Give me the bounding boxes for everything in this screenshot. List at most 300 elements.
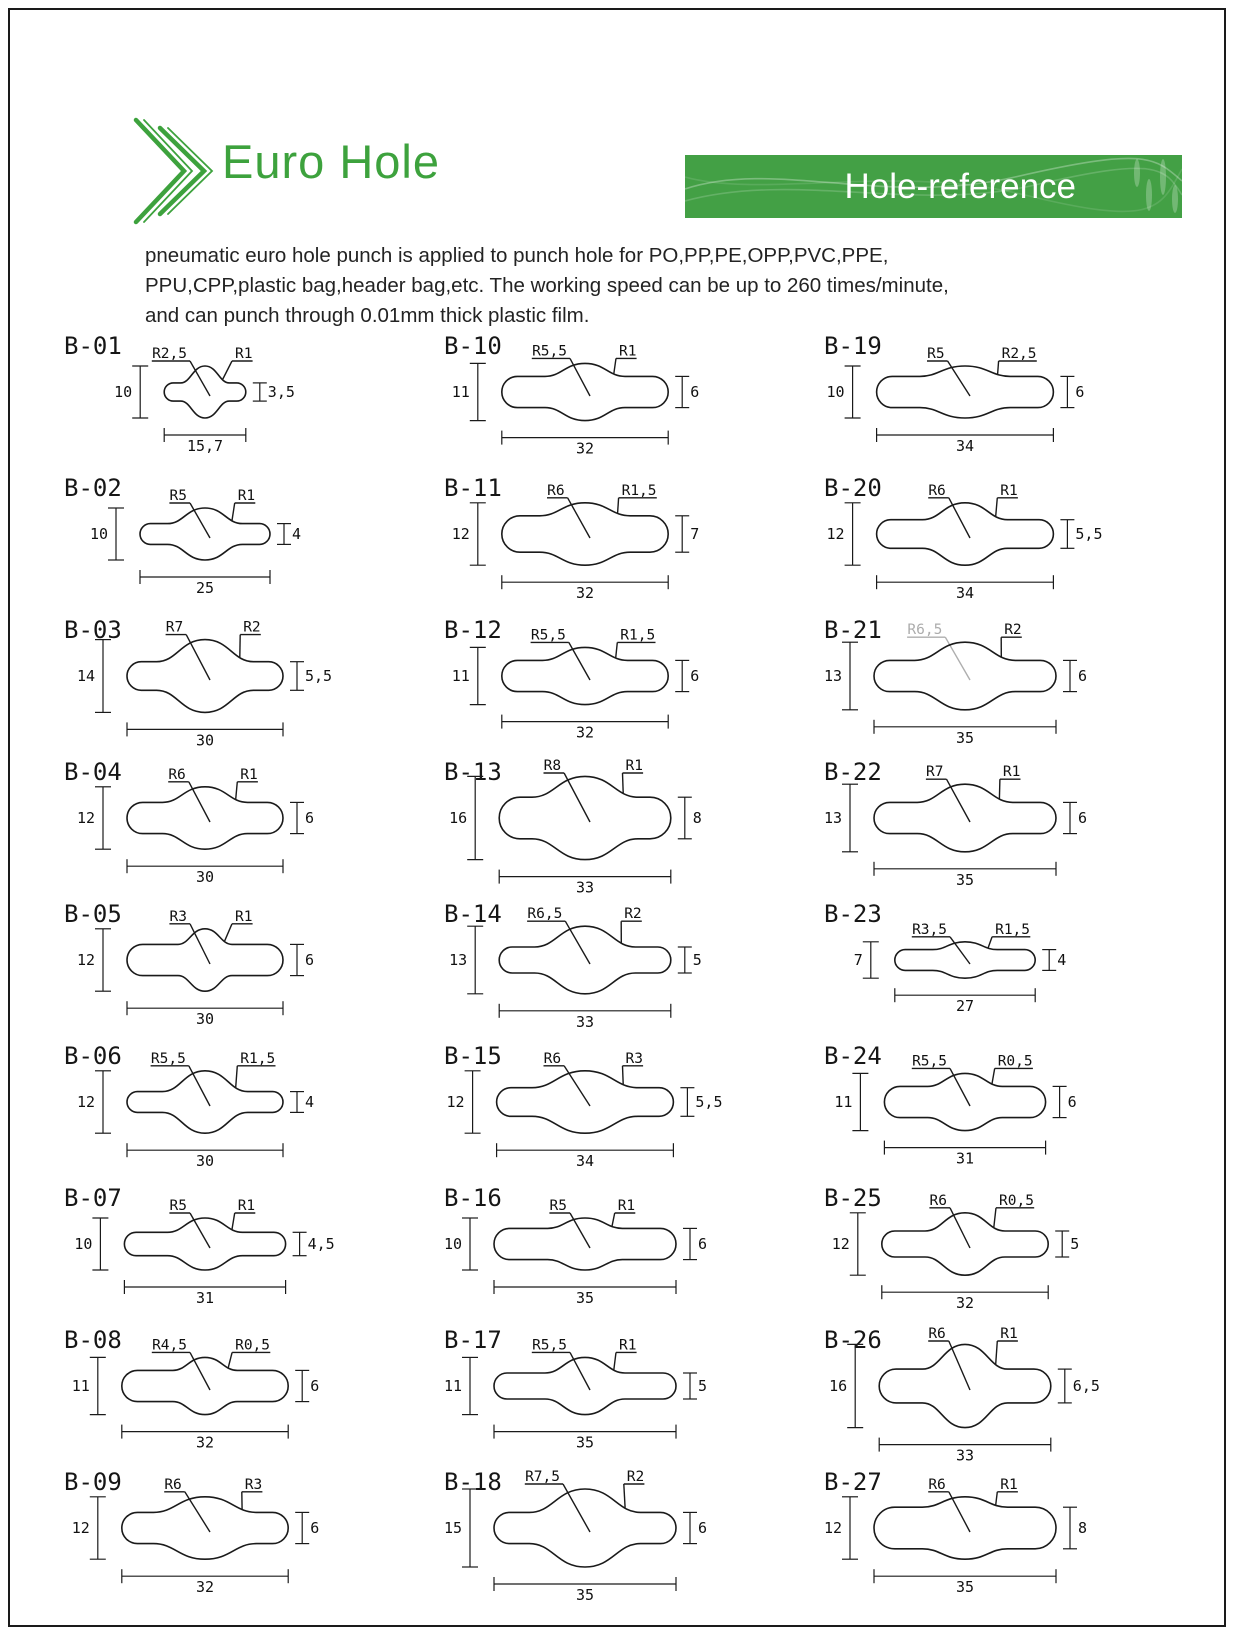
svg-text:32: 32 — [195, 1433, 215, 1452]
svg-text:R5,5: R5,5 — [532, 1337, 567, 1354]
svg-text:R5: R5 — [549, 1198, 567, 1214]
svg-text:R6: R6 — [168, 766, 186, 783]
hole-id: B-11 — [444, 474, 502, 502]
hole-id: B-15 — [444, 1042, 502, 1070]
svg-text:R3,5: R3,5 — [912, 921, 947, 938]
width-dimension — [877, 575, 1054, 602]
slot-dimension — [678, 797, 702, 839]
radius1-callout — [926, 764, 970, 822]
svg-text:R6,5: R6,5 — [527, 906, 563, 923]
hole-drawing — [790, 614, 1158, 754]
hole-diagram — [410, 472, 790, 614]
svg-text:R1: R1 — [1000, 482, 1018, 499]
svg-text:8: 8 — [1078, 1519, 1088, 1537]
width-dimension — [882, 1285, 1048, 1312]
hole-shape — [874, 642, 1056, 710]
radius2-callout — [623, 758, 644, 793]
hole-id: B-01 — [64, 332, 122, 360]
svg-text:5,5: 5,5 — [1075, 525, 1103, 543]
svg-text:14: 14 — [76, 667, 95, 685]
radius2-callout — [612, 1198, 635, 1226]
svg-text:12: 12 — [826, 525, 845, 543]
slot-dimension — [1060, 520, 1102, 549]
svg-text:6: 6 — [698, 1519, 708, 1537]
svg-text:R1: R1 — [617, 1198, 636, 1214]
radius1-callout — [929, 1193, 970, 1248]
svg-text:6: 6 — [1075, 383, 1085, 401]
hole-drawing — [790, 330, 1158, 470]
svg-text:4: 4 — [305, 1093, 315, 1111]
slot-dimension — [290, 662, 332, 691]
svg-text:R3: R3 — [244, 1476, 263, 1493]
svg-text:R1: R1 — [1002, 764, 1021, 781]
slot-dimension — [1053, 1086, 1077, 1117]
double-chevron-right-icon — [126, 116, 218, 226]
svg-text:R0,5: R0,5 — [997, 1053, 1033, 1070]
svg-text:12: 12 — [831, 1235, 850, 1253]
svg-text:R7: R7 — [165, 619, 184, 636]
hole-drawing — [410, 1324, 778, 1464]
svg-text:6: 6 — [1078, 667, 1088, 685]
hole-drawing — [790, 1182, 1158, 1322]
radius1-callout — [168, 767, 210, 822]
svg-text:R6: R6 — [928, 482, 946, 499]
hole-diagram — [790, 1040, 1175, 1182]
section-banner — [685, 155, 1182, 218]
hole-id: B-02 — [64, 474, 122, 502]
svg-text:5,5: 5,5 — [305, 667, 333, 685]
radius2-callout — [240, 620, 261, 658]
hole-shape — [122, 1357, 288, 1414]
radius1-callout — [549, 1198, 590, 1248]
height-dimension — [452, 503, 486, 565]
hole-shape — [499, 926, 671, 994]
svg-text:12: 12 — [76, 809, 95, 827]
slot-dimension — [675, 376, 699, 407]
hole-id: B-07 — [64, 1184, 122, 1212]
svg-text:16: 16 — [449, 809, 468, 827]
height-dimension — [447, 1071, 481, 1133]
hole-shape — [877, 503, 1054, 565]
radius1-callout — [928, 483, 970, 538]
svg-text:R2,5: R2,5 — [1001, 346, 1037, 362]
width-dimension — [140, 570, 270, 597]
hole-id: B-16 — [444, 1184, 502, 1212]
slot-dimension — [675, 660, 699, 691]
svg-text:R4,5: R4,5 — [152, 1337, 187, 1354]
hole-diagram — [410, 756, 790, 898]
hole-diagram — [790, 330, 1175, 472]
hole-shape — [127, 787, 283, 849]
svg-text:32: 32 — [195, 1578, 215, 1597]
radius1-callout — [151, 1051, 210, 1106]
hole-id: B-18 — [444, 1468, 502, 1496]
hole-shape — [494, 1489, 676, 1567]
hole-drawing — [30, 330, 398, 470]
width-dimension — [127, 859, 283, 886]
slot-dimension — [683, 1228, 707, 1259]
width-dimension — [164, 428, 246, 455]
hole-id: B-21 — [824, 616, 882, 644]
svg-text:R2: R2 — [1004, 622, 1022, 639]
radius1-callout — [912, 922, 970, 964]
height-dimension — [74, 1218, 108, 1270]
svg-text:11: 11 — [834, 1093, 853, 1111]
radius2-callout — [621, 906, 642, 943]
radius2-callout — [988, 922, 1030, 948]
hole-drawing — [790, 756, 1158, 896]
radius2-callout — [236, 767, 258, 800]
hole-diagram — [410, 330, 790, 472]
svg-text:6: 6 — [1067, 1093, 1077, 1111]
svg-text:32: 32 — [575, 723, 595, 742]
svg-text:30: 30 — [195, 1010, 215, 1029]
svg-text:R6: R6 — [928, 1476, 946, 1493]
svg-text:5: 5 — [698, 1377, 708, 1395]
intro-line: PPU,CPP,plastic bag,header bag,etc. The working speed can be up to 260 times/minute, — [145, 274, 949, 297]
height-dimension — [452, 647, 486, 704]
svg-text:30: 30 — [195, 868, 215, 887]
hole-drawing — [410, 898, 778, 1038]
svg-text:6: 6 — [310, 1377, 320, 1395]
hole-shape — [499, 776, 671, 859]
svg-text:6: 6 — [305, 809, 315, 827]
hole-id: B-09 — [64, 1468, 122, 1496]
height-dimension — [77, 1071, 111, 1133]
hole-drawing — [30, 898, 398, 1038]
svg-text:R6,5: R6,5 — [907, 622, 943, 639]
height-dimension — [444, 1357, 478, 1414]
svg-text:R1: R1 — [1000, 1476, 1018, 1493]
width-dimension — [494, 1577, 676, 1604]
hole-drawing — [790, 898, 1158, 1038]
hole-id: B-20 — [824, 474, 882, 502]
width-dimension — [874, 1569, 1056, 1596]
hole-shape — [494, 1357, 676, 1414]
hole-drawing — [410, 756, 778, 896]
hole-diagram — [30, 472, 410, 614]
hole-id: B-22 — [824, 758, 882, 786]
hole-id: B-19 — [824, 332, 882, 360]
svg-text:R6: R6 — [547, 482, 565, 499]
height-dimension — [449, 926, 483, 994]
hole-diagram — [30, 1182, 410, 1324]
hole-drawing — [410, 1040, 778, 1180]
hole-diagram — [410, 1040, 790, 1182]
svg-text:35: 35 — [575, 1289, 595, 1307]
hole-diagram — [30, 330, 410, 472]
hole-id: B-13 — [444, 758, 502, 786]
radius2-callout — [225, 909, 253, 942]
radius2-callout — [624, 1469, 645, 1508]
height-dimension — [824, 784, 858, 852]
svg-text:R5,5: R5,5 — [150, 1050, 186, 1067]
height-dimension — [77, 640, 111, 713]
svg-text:R6: R6 — [543, 1050, 562, 1067]
slot-dimension — [1063, 1507, 1087, 1549]
hole-shape — [884, 1073, 1045, 1130]
height-dimension — [832, 1213, 866, 1275]
radius2-callout — [236, 1051, 276, 1088]
hole-id: B-17 — [444, 1326, 502, 1354]
hole-id: B-25 — [824, 1184, 882, 1212]
hole-diagram — [410, 1466, 790, 1608]
hole-drawing — [410, 1466, 778, 1606]
hole-id: B-05 — [64, 900, 122, 928]
svg-text:R1,5: R1,5 — [995, 921, 1031, 938]
hole-shape — [127, 1071, 283, 1133]
svg-text:6: 6 — [690, 667, 700, 685]
hole-shape — [882, 1213, 1048, 1275]
hole-shape — [502, 363, 668, 420]
hole-diagram — [30, 898, 410, 1040]
slot-dimension — [295, 1512, 319, 1543]
svg-text:5: 5 — [1070, 1235, 1080, 1253]
svg-text:R0,5: R0,5 — [999, 1192, 1034, 1209]
svg-text:4,5: 4,5 — [307, 1235, 335, 1253]
svg-text:33: 33 — [575, 1012, 595, 1031]
hole-shape — [879, 1344, 1051, 1427]
slot-dimension — [1060, 376, 1084, 407]
width-dimension — [502, 575, 668, 602]
svg-text:R1: R1 — [619, 343, 637, 360]
radius1-callout — [164, 1477, 210, 1532]
hole-diagram — [30, 756, 410, 898]
width-dimension — [127, 1143, 283, 1170]
radius1-callout — [169, 909, 210, 964]
radius2-callout — [614, 1337, 637, 1370]
svg-text:R1: R1 — [625, 758, 643, 774]
svg-text:R5: R5 — [169, 488, 187, 504]
height-dimension — [824, 1497, 858, 1559]
hole-id: B-26 — [824, 1326, 882, 1354]
radius2-callout — [232, 488, 255, 521]
slot-dimension — [1058, 1369, 1100, 1403]
svg-text:34: 34 — [575, 1152, 595, 1171]
hole-id: B-06 — [64, 1042, 122, 1070]
intro-paragraph — [145, 241, 1065, 331]
svg-text:R1: R1 — [235, 346, 253, 362]
svg-text:10: 10 — [74, 1235, 93, 1253]
width-dimension — [494, 1425, 676, 1452]
svg-text:32: 32 — [575, 439, 595, 458]
width-dimension — [122, 1425, 288, 1452]
hole-shape — [502, 647, 668, 704]
svg-text:32: 32 — [955, 1294, 975, 1313]
hole-id: B-23 — [824, 900, 882, 928]
radius2-callout — [996, 1477, 1018, 1505]
svg-text:5,5: 5,5 — [695, 1093, 723, 1111]
radius2-callout — [228, 1337, 270, 1367]
svg-text:31: 31 — [195, 1289, 215, 1307]
radius1-callout — [166, 620, 210, 680]
svg-text:R1: R1 — [240, 766, 258, 783]
width-dimension — [895, 988, 1035, 1015]
svg-text:R6: R6 — [928, 1326, 946, 1342]
svg-text:12: 12 — [451, 525, 470, 543]
radius2-callout — [994, 1193, 1034, 1228]
width-dimension — [502, 715, 668, 742]
hole-diagram — [790, 1182, 1175, 1324]
svg-text:7: 7 — [690, 525, 700, 543]
width-dimension — [494, 1280, 676, 1307]
slot-dimension — [680, 1088, 722, 1117]
hole-diagram — [410, 614, 790, 756]
svg-text:35: 35 — [955, 1578, 975, 1597]
radius2-callout — [223, 346, 253, 380]
width-dimension — [874, 862, 1056, 889]
svg-text:13: 13 — [823, 667, 842, 685]
svg-text:10: 10 — [114, 383, 133, 401]
svg-text:R1: R1 — [235, 908, 253, 925]
hole-shape — [874, 1497, 1056, 1559]
hole-shape — [494, 1218, 676, 1270]
height-dimension — [449, 776, 483, 859]
width-dimension — [122, 1569, 288, 1596]
svg-text:12: 12 — [76, 1093, 95, 1111]
slot-dimension — [293, 1232, 335, 1255]
svg-text:30: 30 — [195, 1152, 215, 1171]
slot-dimension — [290, 944, 314, 975]
radius1-callout — [532, 1337, 590, 1390]
radius2-callout — [992, 1053, 1033, 1083]
svg-text:13: 13 — [823, 809, 842, 827]
radius2-callout — [616, 627, 656, 657]
svg-text:15: 15 — [443, 1519, 462, 1537]
hole-diagram — [30, 614, 410, 756]
radius2-callout — [242, 1477, 263, 1510]
svg-text:R6: R6 — [164, 1476, 182, 1493]
hole-diagram — [790, 1324, 1175, 1466]
svg-text:30: 30 — [195, 731, 215, 750]
svg-text:R1: R1 — [619, 1337, 637, 1354]
svg-text:R5,5: R5,5 — [530, 627, 566, 644]
hole-shape — [122, 1497, 288, 1559]
svg-text:R1,5: R1,5 — [621, 482, 657, 499]
hole-drawing — [790, 1466, 1158, 1606]
svg-text:32: 32 — [575, 584, 595, 603]
svg-text:4: 4 — [292, 525, 302, 543]
width-dimension — [127, 1001, 283, 1028]
svg-text:6: 6 — [305, 951, 315, 969]
hole-shape — [140, 508, 270, 560]
hole-drawing — [30, 1466, 398, 1606]
radius1-callout — [152, 1337, 210, 1390]
width-dimension — [877, 428, 1054, 455]
hole-drawing — [790, 472, 1158, 612]
svg-text:11: 11 — [451, 667, 470, 685]
svg-text:13: 13 — [449, 951, 468, 969]
svg-text:10: 10 — [89, 525, 108, 543]
svg-text:R2,5: R2,5 — [152, 346, 187, 362]
svg-text:6: 6 — [698, 1235, 708, 1253]
slot-dimension — [290, 1092, 314, 1113]
radius1-callout — [525, 1469, 590, 1532]
radius1-callout — [547, 483, 590, 538]
slot-dimension — [1063, 660, 1087, 691]
svg-text:10: 10 — [826, 383, 845, 401]
height-dimension — [77, 787, 111, 849]
svg-text:6: 6 — [690, 383, 700, 401]
hole-drawing — [30, 472, 398, 612]
svg-text:12: 12 — [76, 951, 95, 969]
width-dimension — [497, 1143, 674, 1170]
width-dimension — [124, 1280, 285, 1307]
hole-id: B-03 — [64, 616, 122, 644]
height-dimension — [72, 1357, 106, 1414]
hole-shape — [127, 929, 283, 991]
width-dimension — [879, 1438, 1051, 1464]
radius1-callout — [531, 627, 590, 680]
radius2-callout — [996, 483, 1018, 517]
hole-diagram — [410, 898, 790, 1040]
radius2-callout — [999, 764, 1020, 799]
svg-text:R3: R3 — [625, 1050, 643, 1067]
svg-text:27: 27 — [955, 997, 975, 1016]
radius1-callout — [152, 346, 210, 396]
hole-diagram-grid — [30, 330, 1175, 1608]
slot-dimension — [678, 947, 702, 973]
radius1-callout — [927, 346, 970, 396]
slot-dimension — [683, 1373, 707, 1399]
hole-drawing — [790, 1040, 1158, 1180]
svg-text:16: 16 — [829, 1377, 848, 1395]
svg-text:12: 12 — [446, 1093, 465, 1111]
hole-shape — [124, 1218, 285, 1270]
radius1-callout — [544, 758, 591, 822]
svg-text:4: 4 — [1057, 951, 1067, 969]
svg-text:R1,5: R1,5 — [620, 627, 656, 644]
height-dimension — [854, 942, 879, 978]
hole-shape — [502, 503, 668, 565]
radius1-callout — [527, 906, 590, 964]
svg-text:R1: R1 — [237, 488, 256, 504]
svg-text:R1,5: R1,5 — [240, 1050, 276, 1067]
hole-id: B-08 — [64, 1326, 122, 1354]
hole-id: B-10 — [444, 332, 502, 360]
hole-drawing — [30, 756, 398, 896]
height-dimension — [444, 1489, 478, 1567]
hole-diagram — [30, 1040, 410, 1182]
height-dimension — [824, 642, 858, 710]
svg-text:31: 31 — [955, 1149, 975, 1168]
radius1-callout — [912, 1053, 970, 1106]
hole-id: B-24 — [824, 1042, 882, 1070]
svg-text:R1: R1 — [1000, 1326, 1018, 1342]
hole-drawing — [790, 1324, 1158, 1464]
svg-text:R5: R5 — [927, 346, 945, 362]
hole-diagram — [30, 1324, 410, 1466]
radius1-callout — [544, 1051, 591, 1106]
hole-shape — [127, 640, 283, 713]
slot-dimension — [253, 383, 295, 401]
intro-line: and can punch through 0.01mm thick plastic film. — [145, 304, 590, 327]
svg-text:33: 33 — [955, 1446, 975, 1464]
width-dimension — [502, 431, 668, 458]
hole-diagram — [790, 898, 1175, 1040]
svg-text:11: 11 — [451, 383, 470, 401]
hole-diagram — [790, 1466, 1175, 1608]
svg-text:6,5: 6,5 — [1072, 1377, 1100, 1395]
height-dimension — [77, 929, 111, 991]
svg-text:R2: R2 — [624, 906, 642, 923]
hole-shape — [895, 942, 1035, 978]
hole-diagram — [790, 614, 1175, 756]
height-dimension — [444, 1218, 478, 1270]
svg-text:6: 6 — [1078, 809, 1088, 827]
svg-text:12: 12 — [71, 1519, 90, 1537]
svg-text:25: 25 — [195, 579, 215, 597]
